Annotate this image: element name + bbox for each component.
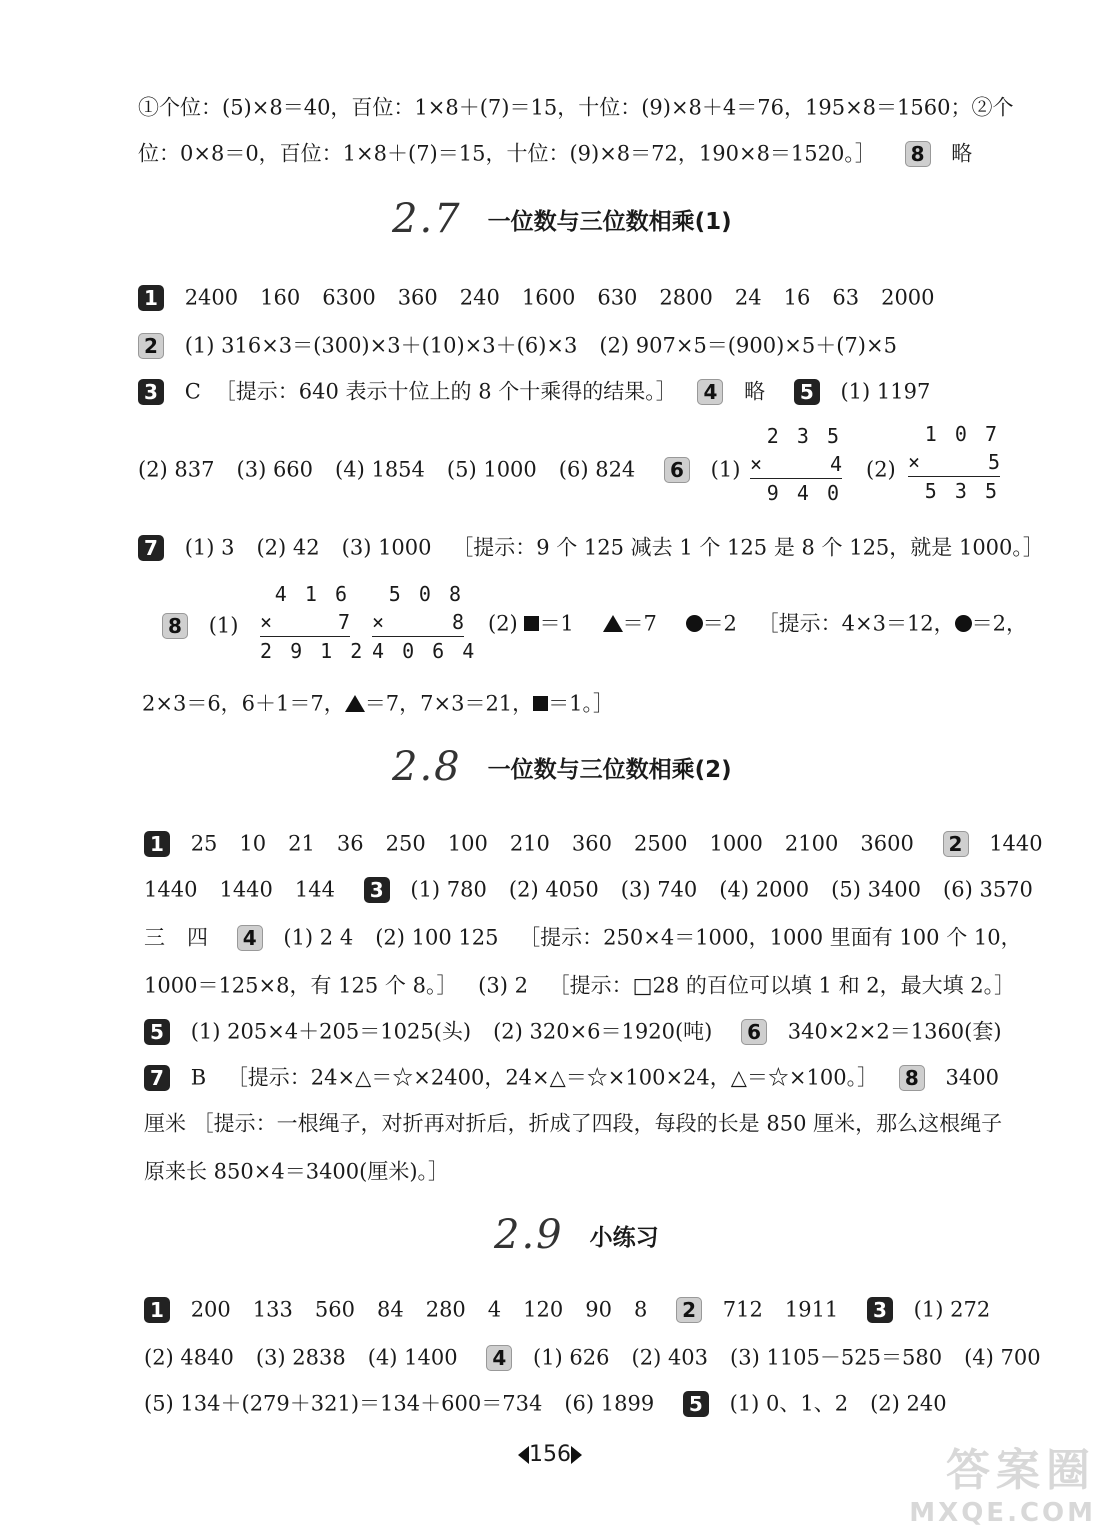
s29-q3-4-row: (2) 4840 (3) 2838 (4) 1400 4 (1) 626 (2) 403 (3) 1105－525＝580 (4) 700 — [144, 1345, 1041, 1370]
arrow-right-icon — [571, 1446, 582, 1464]
question-badge-6: 6 — [741, 1019, 767, 1045]
s29-q1-3-row: 1 200 133 560 84 280 4 120 90 8 2 712 1911 3 (1) 272 — [144, 1294, 990, 1324]
question-badge-5: 5 — [683, 1391, 709, 1417]
question-badge-3: 3 — [867, 1297, 893, 1323]
triangle-symbol-icon — [345, 695, 365, 712]
s27-q8-label: 8 (1) — [162, 610, 238, 640]
section-name: 小练习 — [589, 1224, 659, 1251]
section-name: 一位数与三位数相乘(1) — [487, 208, 732, 235]
watermark-logo: 答案圈 MXQE.COM — [909, 1445, 1096, 1528]
circle-symbol-icon — [686, 615, 703, 632]
vertical-multiplication-508x8: 5 0 8 × 8 4 0 6 4 — [372, 582, 478, 663]
circle-symbol-icon — [955, 615, 972, 632]
question-badge-1: 1 — [144, 1297, 170, 1323]
question-badge-5: 5 — [144, 1019, 170, 1045]
question-badge-3: 3 — [138, 379, 164, 405]
question-badge-8: 8 — [899, 1065, 925, 1091]
s28-q7-8-row: 7 B ［提示：24×△＝☆×2400，24×△＝☆×100×24，△＝☆×100。］ 8 3400 — [144, 1062, 999, 1092]
question-badge-4: 4 — [697, 379, 723, 405]
section-number: 2.9 — [494, 1212, 564, 1258]
page-number: 156 — [518, 1442, 582, 1467]
question-badge-1: 1 — [144, 831, 170, 857]
question-badge-6: 6 — [664, 457, 690, 483]
question-badge-7: 7 — [138, 535, 164, 561]
s27-q6-2-label: (2) — [866, 457, 896, 482]
question-badge-4: 4 — [237, 925, 263, 951]
triangle-symbol-icon — [603, 615, 623, 632]
section-title-2-7 — [392, 196, 732, 242]
question-badge-7: 7 — [144, 1065, 170, 1091]
question-badge-2: 2 — [138, 333, 164, 359]
s28-q8-line2: 厘米 ［提示：一根绳子，对折再对折后，折成了四段，每段的长是 850 厘米，那么这根绳子 — [144, 1111, 1003, 1136]
s28-q1-2-row: 1 25 10 21 36 250 100 210 360 2500 1000 2100 3600 2 1440 — [144, 828, 1043, 858]
question-badge-5: 5 — [794, 379, 820, 405]
s28-q5-6-row: 5 (1) 205×4＋205＝1025(头) (2) 320×6＝1920(吨) 6 340×2×2＝1360(套) — [144, 1016, 1002, 1046]
question-badge-3: 3 — [364, 877, 390, 903]
vertical-multiplication-235x4: 2 3 5 × 4 9 4 0 — [750, 424, 842, 505]
s27-q8-line2: 2×3＝6，6＋1＝7， ＝7，7×3＝21， ＝1。］ — [142, 691, 615, 716]
intro-line-1: ①个位：(5)×8＝40，百位：1×8＋(7)＝15，十位：(9)×8＋4＝76，195×8＝1560；②个 — [138, 95, 1014, 120]
square-symbol-icon — [524, 616, 539, 631]
intro-line-2: 位：0×8＝0，百位：1×8＋(7)＝15，十位：(9)×8＝72，190×8＝1520。］ 8 略 — [138, 141, 973, 166]
s28-q2-3-row: 1440 1440 144 3 (1) 780 (2) 4050 (3) 740 (4) 2000 (5) 3400 (6) 3570 — [144, 877, 1033, 902]
question-badge-8: 8 — [905, 141, 931, 167]
question-badge-2: 2 — [943, 831, 969, 857]
square-symbol-icon — [533, 696, 548, 711]
s27-q3-5-row: 3 C ［提示：640 表示十位上的 8 个十乘得的结果。］ 4 略 5 (1) 1197 — [138, 376, 930, 406]
section-number: 2.8 — [392, 744, 462, 790]
vertical-multiplication-107x5: 1 0 7 × 5 5 3 5 — [908, 422, 1000, 503]
s28-q8-line3: 原来长 850×4＝3400(厘米)。］ — [144, 1159, 450, 1184]
s27-q2-row: 2 (1) 316×3＝(300)×3＋(10)×3＋(6)×3 (2) 907×5＝(900)×5＋(7)×5 — [138, 330, 897, 360]
section-title-2-9 — [494, 1212, 659, 1258]
section-number: 2.7 — [392, 196, 462, 242]
section-name: 一位数与三位数相乘(2) — [487, 756, 732, 783]
s27-q7-row: 7 (1) 3 (2) 42 (3) 1000 ［提示：9 个 125 减去 1 个 125 是 8 个 125，就是 1000。］ — [138, 532, 1044, 562]
s27-q1-row: 1 2400 160 6300 360 240 1600 630 2800 24 16 63 2000 — [138, 282, 935, 312]
vertical-multiplication-416x7: 4 1 6 × 7 2 9 1 2 — [260, 582, 366, 663]
question-badge-8: 8 — [162, 613, 188, 639]
question-badge-1: 1 — [138, 285, 164, 311]
s28-q4-line2: 1000＝125×8，有 125 个 8。］ (3) 2 ［提示：□28 的百位可以填 1 和 2，最大填 2。］ — [144, 973, 1016, 998]
s27-q8-part2: (2) ＝1 ＝7 ＝2 ［提示：4×3＝12， ＝2， — [488, 611, 1028, 636]
s27-q5-6-row: (2) 837 (3) 660 (4) 1854 (5) 1000 (6) 824 6 (1) — [138, 457, 741, 482]
question-badge-4: 4 — [486, 1345, 512, 1371]
s29-q4-5-row: (5) 134＋(279＋321)＝134＋600＝734 (6) 1899 5 (1) 0、1、2 (2) 240 — [144, 1391, 947, 1416]
section-title-2-8 — [392, 744, 732, 790]
question-badge-2: 2 — [676, 1297, 702, 1323]
s28-q3-4-row: 三 四 4 (1) 2 4 (2) 100 125 ［提示：250×4＝1000，1000 里面有 100 个 10， — [144, 925, 1022, 950]
arrow-left-icon — [518, 1446, 529, 1464]
